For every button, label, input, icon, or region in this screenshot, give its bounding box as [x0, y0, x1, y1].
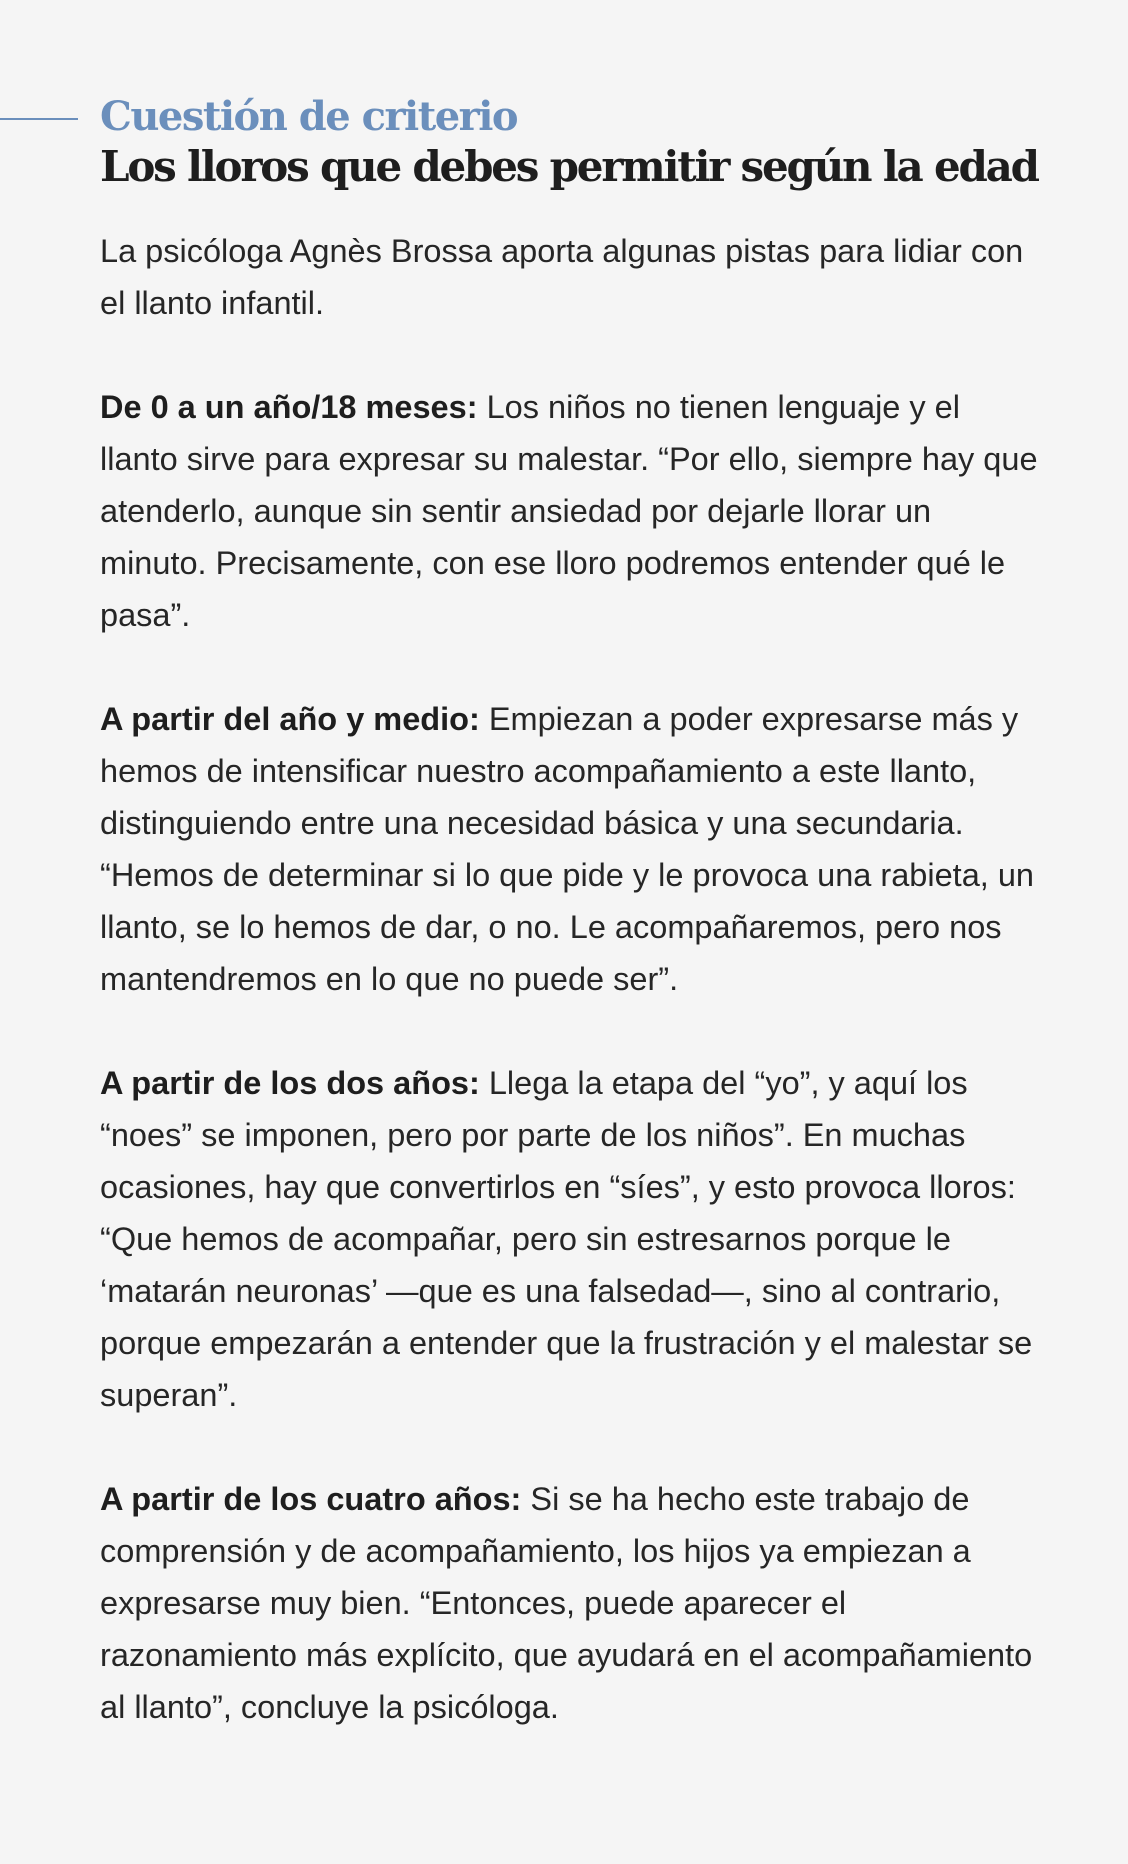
box-body — [100, 225, 1040, 1733]
section-paragraph — [100, 693, 1040, 1005]
section-heading: De 0 a un año/18 meses: — [100, 389, 478, 425]
section-text: Si se ha hecho este trabajo de comprensión y de acompañamiento, los hijos ya empiezan a expresarse muy bien. “Entonces, puede aparecer el razonamiento más explícito, que ayudará en el acompañamiento al llanto”, concluye la psicóloga. — [100, 1481, 1033, 1725]
section-heading: A partir del año y medio: — [100, 701, 480, 737]
section-paragraph — [100, 381, 1040, 641]
intro-paragraph: La psicóloga Agnès Brossa aporta algunas pistas para lidiar con el llanto infantil. — [100, 233, 1024, 321]
accent-rule — [0, 118, 78, 120]
box-kicker: Cuestión de criterio — [100, 93, 518, 140]
section-text: Empiezan a poder expresarse más y hemos de intensificar nuestro acompañamiento a este llanto, distinguiendo entre una necesidad básica y una secundaria. “Hemos de determinar si lo que pide y le provoca una rabieta, un llanto, se lo hemos de dar, o no. Le acompañaremos, pero nos mantendremos en lo que no puede ser”. — [100, 701, 1034, 997]
section-heading: A partir de los cuatro años: — [100, 1481, 522, 1517]
section-text: Llega la etapa del “yo”, y aquí los “noes” se imponen, pero por parte de los niños”. En muchas ocasiones, hay que convertirlos en “síes”, y esto provoca lloros: “Que hemos de acompañar, pero sin estresarnos porque le ‘matarán neuronas’ —que es una falsedad—, sino al contrario, porque empezarán a entender que la frustración y el malestar se superan”. — [100, 1065, 1033, 1413]
section-heading: A partir de los dos años: — [100, 1065, 480, 1101]
section-text: Los niños no tienen lenguaje y el llanto sirve para expresar su malestar. “Por ello, siempre hay que atenderlo, aunque sin sentir ansiedad por dejarle llorar un minuto. Precisamente, con ese lloro podremos entender qué le pasa”. — [100, 389, 1038, 633]
section-paragraph — [100, 1057, 1040, 1421]
box-headline: Los lloros que debes permitir según la edad — [100, 142, 1038, 191]
section-paragraph — [100, 1473, 1040, 1733]
